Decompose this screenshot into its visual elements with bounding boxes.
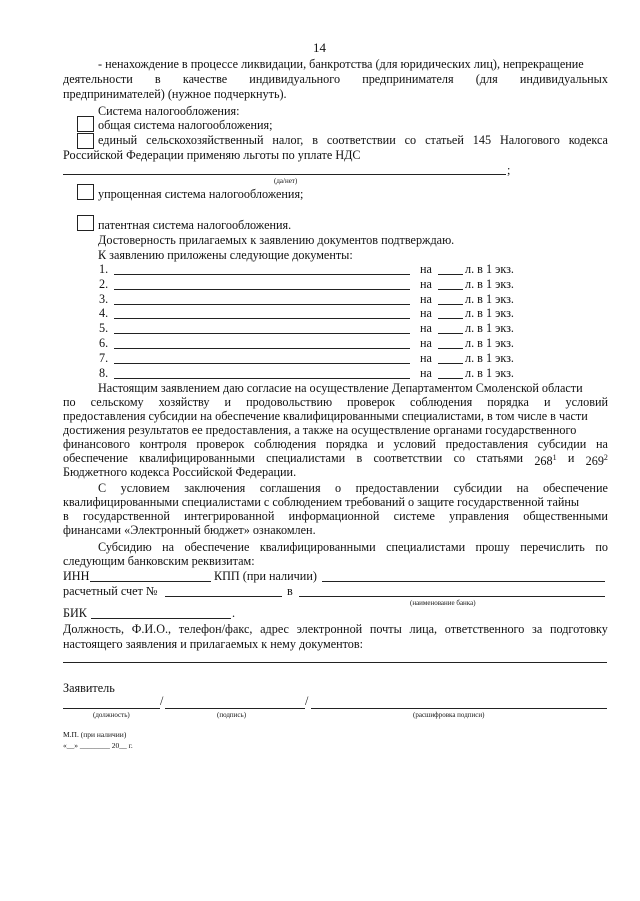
stamp-place: М.П. (при наличии) bbox=[63, 730, 127, 739]
attachment-pages-field[interactable] bbox=[438, 318, 463, 319]
bik-period: . bbox=[232, 606, 236, 620]
word: за bbox=[532, 622, 543, 636]
word: статьей bbox=[425, 133, 464, 147]
word: порядка bbox=[325, 437, 368, 451]
tax-system-title: Система налогообложения: bbox=[98, 104, 240, 118]
word: в bbox=[63, 509, 69, 523]
word: электронной bbox=[296, 622, 363, 636]
attachments-title: К заявлению приложены следующие документы: bbox=[98, 248, 353, 262]
slash-1: / bbox=[160, 694, 164, 708]
word: информационной bbox=[288, 509, 380, 523]
page-number: 14 bbox=[313, 40, 326, 55]
word: условием bbox=[120, 481, 170, 495]
applicant-label: Заявитель bbox=[63, 681, 115, 695]
word: единый bbox=[98, 133, 138, 147]
bik-field[interactable] bbox=[91, 618, 231, 619]
word: предоставлении bbox=[355, 481, 440, 495]
intro-line-3: предпринимателей) (нужное подчеркнуть). bbox=[63, 87, 287, 101]
attachment-pages-field[interactable] bbox=[438, 274, 463, 275]
attachment-number: 4. bbox=[99, 306, 109, 321]
attachment-pages-field[interactable] bbox=[438, 289, 463, 290]
word: и bbox=[543, 395, 551, 409]
decode-caption: (расшифровка подписи) bbox=[413, 711, 485, 719]
attachment-number: 3. bbox=[99, 291, 109, 306]
word: со bbox=[453, 451, 466, 465]
responsible-line-2: настоящего заявления и прилагаемых к нему документов: bbox=[63, 637, 364, 651]
word: управления bbox=[449, 509, 509, 523]
word: субсидии bbox=[537, 437, 587, 451]
word: проверок bbox=[347, 395, 396, 409]
word: в bbox=[312, 133, 318, 147]
word: субсидии bbox=[453, 481, 503, 495]
word: порядка bbox=[487, 395, 529, 409]
attachment-name-field[interactable] bbox=[114, 378, 410, 379]
signature-decode-field[interactable] bbox=[311, 708, 607, 709]
yes-no-caption: (да/нет) bbox=[274, 177, 298, 185]
general-tax-checkbox[interactable] bbox=[77, 116, 94, 132]
word: интегрированной bbox=[184, 509, 275, 523]
word: финансового bbox=[63, 437, 130, 451]
attachment-number: 5. bbox=[99, 321, 109, 336]
word: на bbox=[162, 540, 175, 554]
word: на bbox=[516, 481, 529, 495]
attachment-pages-field[interactable] bbox=[438, 304, 463, 305]
attachment-name-field[interactable] bbox=[114, 348, 410, 349]
word: квалифицированными bbox=[259, 540, 376, 554]
consent-line-3: предоставления субсидии на обеспечение квалифицированными специалистами, в том числе в части bbox=[63, 409, 588, 423]
bank-line-2: следующим банковским реквизитам: bbox=[63, 554, 255, 568]
attachment-copies-label: л. в 1 экз. bbox=[465, 276, 514, 291]
word: соблюдения bbox=[253, 437, 317, 451]
attachment-number: 1. bbox=[99, 262, 109, 276]
word: о bbox=[335, 481, 342, 495]
responsible-field[interactable] bbox=[63, 662, 607, 663]
simplified-tax-label: упрощенная система налогообложения; bbox=[98, 187, 304, 201]
word: и bbox=[224, 395, 232, 409]
word: налог, bbox=[272, 133, 304, 147]
inn-label: ИНН bbox=[63, 569, 90, 583]
word: и bbox=[377, 437, 384, 451]
agreement-line-3 bbox=[63, 509, 608, 523]
word: условий bbox=[565, 395, 608, 409]
word: лица, bbox=[409, 622, 438, 636]
attachment-na-label: на bbox=[420, 365, 432, 380]
attachment-number: 7. bbox=[99, 350, 109, 365]
date-field[interactable]: «__» ________ 20__ г. bbox=[63, 741, 133, 750]
word: адрес bbox=[260, 622, 289, 636]
word: $269^2$ bbox=[585, 453, 608, 469]
signature-field[interactable] bbox=[165, 708, 305, 709]
word: 145 bbox=[472, 133, 492, 147]
word: соответствии bbox=[373, 451, 443, 465]
footnote-superscript: 2 bbox=[603, 453, 608, 462]
patent-tax-checkbox[interactable] bbox=[77, 215, 94, 231]
word: обеспечение bbox=[63, 451, 128, 465]
word: обеспечение bbox=[184, 540, 250, 554]
attachment-name-field[interactable] bbox=[114, 304, 410, 305]
word: со bbox=[404, 133, 417, 147]
inn-field[interactable] bbox=[90, 581, 211, 582]
account-label: расчетный счет № bbox=[63, 584, 158, 598]
attachment-number: 6. bbox=[99, 336, 109, 350]
attachment-copies-label: л. в 1 экз. bbox=[465, 291, 514, 306]
word: ответственного bbox=[444, 622, 525, 636]
word: контроля bbox=[139, 437, 187, 451]
attachment-number: 8. bbox=[99, 365, 109, 380]
attachment-na-label: на bbox=[420, 336, 432, 350]
word: государственной bbox=[83, 509, 170, 523]
word: подготовку bbox=[549, 622, 608, 636]
attachment-na-label: на bbox=[420, 321, 432, 336]
attachment-copies-label: л. в 1 экз. bbox=[465, 365, 514, 380]
bank-name-caption: (наименование банка) bbox=[410, 599, 476, 607]
attachment-na-label: на bbox=[420, 262, 432, 276]
intro-line-1: - ненахождение в процессе ликвидации, банкротства (для юридических лиц), непрекращение bbox=[98, 57, 584, 71]
kpp-field[interactable] bbox=[322, 581, 605, 582]
account-field[interactable] bbox=[165, 596, 282, 597]
word: перечислить bbox=[520, 540, 585, 554]
attachment-copies-label: л. в 1 экз. bbox=[465, 306, 514, 321]
word: $268^1$ bbox=[534, 453, 557, 469]
attachment-copies-label: л. в 1 экз. bbox=[465, 262, 514, 276]
attachment-copies-label: л. в 1 экз. bbox=[465, 336, 514, 350]
word: деятельности bbox=[63, 72, 133, 86]
bank-line-1 bbox=[98, 540, 608, 554]
kpp-label: КПП (при наличии) bbox=[214, 569, 317, 583]
word: индивидуального bbox=[249, 72, 341, 86]
attachment-pages-field[interactable] bbox=[438, 348, 463, 349]
semicolon: ; bbox=[507, 163, 511, 177]
word: индивидуальных bbox=[519, 72, 608, 86]
agreement-line-4: финансами «Электронный бюджет» ознакомлен. bbox=[63, 523, 316, 537]
attachment-name-field[interactable] bbox=[114, 274, 410, 275]
word: Ф.И.О., bbox=[131, 622, 172, 636]
attachment-copies-label: л. в 1 экз. bbox=[465, 321, 514, 336]
word: С bbox=[98, 481, 107, 495]
word: проверок bbox=[196, 437, 245, 451]
word: системе bbox=[393, 509, 435, 523]
word: Субсидию bbox=[98, 540, 152, 554]
bank-name-field[interactable] bbox=[299, 596, 605, 597]
bik-label: БИК bbox=[63, 606, 87, 620]
word: соответствии bbox=[326, 133, 396, 147]
word: кодекса bbox=[568, 133, 608, 147]
word: статьями bbox=[476, 451, 524, 465]
patent-tax-label: патентная система налогообложения. bbox=[98, 218, 292, 232]
word: условий bbox=[393, 437, 436, 451]
word: (для bbox=[475, 72, 498, 86]
esn-tax-checkbox[interactable] bbox=[77, 133, 94, 149]
sign-caption: (подпись) bbox=[217, 711, 247, 719]
attachment-name-field[interactable] bbox=[114, 318, 410, 319]
attachment-na-label: на bbox=[420, 306, 432, 321]
word: соблюдения bbox=[410, 395, 473, 409]
agreement-line-2: квалифицированными специалистами с соблюдением требований о защите государственной тайны bbox=[63, 495, 580, 509]
slash-2: / bbox=[305, 694, 309, 708]
consent-line-5 bbox=[63, 437, 608, 451]
responsible-line-1 bbox=[63, 622, 608, 636]
word: продовольствию bbox=[246, 395, 333, 409]
word: и bbox=[567, 451, 575, 465]
attachment-pages-field[interactable] bbox=[438, 333, 463, 334]
word: хозяйству bbox=[158, 395, 210, 409]
word: обеспечение bbox=[543, 481, 608, 495]
simplified-tax-checkbox[interactable] bbox=[77, 184, 94, 200]
attachment-na-label: на bbox=[420, 276, 432, 291]
esn-line-2: Российской Федерации применяю льготы по уплате НДС bbox=[63, 148, 361, 162]
consent-line-7: Бюджетного кодекса Российской Федерации. bbox=[63, 465, 297, 479]
word: Должность, bbox=[63, 622, 125, 636]
consent-line-4: достижения результатов ее предоставления, а также на осуществление органами государственного bbox=[63, 423, 577, 437]
word: по bbox=[595, 540, 608, 554]
word: прошу bbox=[475, 540, 510, 554]
attachment-name-field[interactable] bbox=[114, 363, 410, 364]
word: Налогового bbox=[499, 133, 560, 147]
attachment-name-field[interactable] bbox=[114, 289, 410, 290]
position-field[interactable] bbox=[63, 708, 160, 709]
attachment-na-label: на bbox=[420, 350, 432, 365]
word: в bbox=[356, 451, 363, 465]
intro-line-2 bbox=[63, 72, 608, 86]
vat-benefit-field[interactable] bbox=[63, 174, 506, 175]
word: почты bbox=[369, 622, 402, 636]
word: специалистами bbox=[266, 451, 346, 465]
word: специалистами bbox=[386, 540, 466, 554]
attachment-number: 2. bbox=[99, 276, 109, 291]
in-label: в bbox=[287, 584, 293, 598]
word: заключения bbox=[184, 481, 246, 495]
attachment-pages-field[interactable] bbox=[438, 378, 463, 379]
word: предоставления bbox=[445, 437, 529, 451]
word: телефон/факс, bbox=[178, 622, 253, 636]
word: сельскохозяйственный bbox=[146, 133, 264, 147]
word: предпринимателя bbox=[362, 72, 454, 86]
word: квалифицированными bbox=[139, 451, 255, 465]
esn-line-1 bbox=[98, 133, 608, 147]
word: на bbox=[596, 437, 608, 451]
general-tax-label: общая система налогообложения; bbox=[98, 118, 273, 132]
consent-line-1: Настоящим заявлением даю согласие на осуществление Департаментом Смоленской области bbox=[98, 381, 583, 395]
word: общественными bbox=[523, 509, 608, 523]
attachment-pages-field[interactable] bbox=[438, 363, 463, 364]
attachment-name-field[interactable] bbox=[114, 333, 410, 334]
attachment-copies-label: л. в 1 экз. bbox=[465, 350, 514, 365]
word: качестве bbox=[182, 72, 228, 86]
agreement-line-1 bbox=[98, 481, 608, 495]
word: в bbox=[154, 72, 161, 86]
consent-line-2 bbox=[63, 395, 608, 409]
reliability-statement: Достоверность прилагаемых к заявлению документов подтверждаю. bbox=[98, 233, 455, 247]
word: сельскому bbox=[90, 395, 144, 409]
word: по bbox=[63, 395, 76, 409]
footnote-superscript: 1 bbox=[552, 453, 557, 462]
word: соглашения bbox=[259, 481, 321, 495]
position-caption: (должность) bbox=[93, 711, 130, 719]
attachment-na-label: на bbox=[420, 291, 432, 306]
